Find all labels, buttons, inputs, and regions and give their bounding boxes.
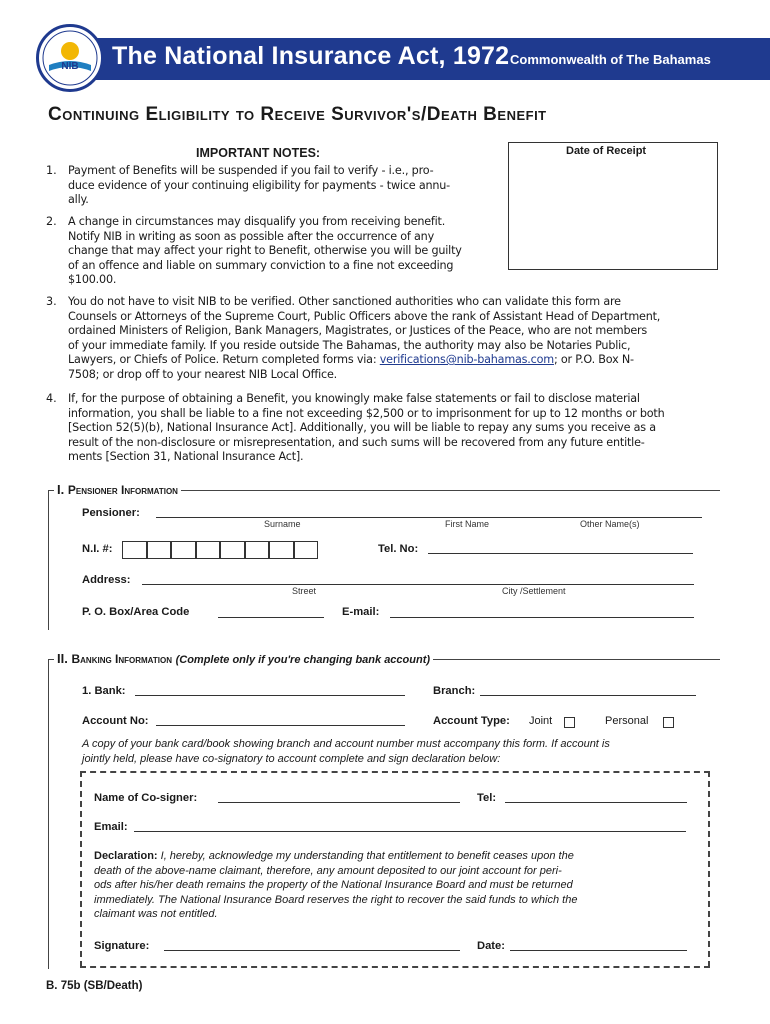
surname-caption: Surname: [264, 519, 301, 529]
nib-logo: [36, 24, 104, 92]
cosigner-tel-field[interactable]: [505, 802, 687, 803]
section2-title: II. Banking Information (Complete only if you're changing bank account): [54, 651, 433, 666]
cosigner-box-top: [80, 771, 710, 773]
form-title: Continuing Eligibility to Receive Survivor's/Death Benefit: [48, 104, 547, 125]
pensioner-label: Pensioner:: [82, 507, 140, 519]
bank-label: 1. Bank:: [82, 685, 126, 697]
email-field[interactable]: [390, 617, 694, 618]
important-notes-heading: IMPORTANT NOTES:: [196, 146, 321, 160]
account-no-field[interactable]: [156, 725, 405, 726]
header-subtitle: Commonwealth of The Bahamas: [510, 52, 711, 67]
form-code: B. 75b (SB/Death): [46, 980, 143, 992]
pensioner-name-field[interactable]: [156, 517, 702, 518]
other-names-caption: Other Name(s): [580, 519, 640, 529]
ni-number-label: N.I. #:: [82, 543, 113, 555]
signature-field[interactable]: [164, 950, 460, 951]
date-label: Date:: [477, 940, 505, 952]
cosigner-email-label: Email:: [94, 821, 128, 833]
section1-title: I. Pensioner Information: [54, 482, 181, 497]
cosigner-tel-label: Tel:: [477, 792, 497, 804]
branch-label: Branch:: [433, 685, 476, 697]
cosigner-name-field[interactable]: [218, 802, 460, 803]
bank-copy-note: A copy of your bank card/book showing branch and account number must accompany this form. If account is jointly held, please have co-signatory to account complete and sign declaration below:: [82, 738, 610, 765]
personal-checkbox[interactable]: [663, 717, 674, 728]
first-name-caption: First Name: [445, 519, 490, 529]
note-2: A change in circumstances may disqualify you from receiving benefit. Notify NIB in writing as soon as possible after the occurrence of any change that may affect your right to Benefit, otherwise you will be guilty of an offence and liable on summary conviction to a fine not exceeding $100.00.: [68, 215, 462, 286]
account-no-label: Account No:: [82, 715, 149, 727]
address-label: Address:: [82, 574, 131, 586]
note-2-number: 2.: [46, 215, 57, 228]
pobox-label: P. O. Box/Area Code: [82, 606, 190, 618]
note-3: You do not have to visit NIB to be verified. Other sanctioned authorities who can validate this form are Counsels or Attorneys of the Supreme Court, Public Officers above the rank of Assistant Head of Department, ordained Ministers of Religion, Bank Managers, Magistrates, or Justices of the Peace, who are not members of your immediate family. If you reside outside The Bahamas, the authority may also be Notaries Public, Lawyers, or Chiefs of Police. Return completed forms via: verifications@nib-bahamas.com; or P.O. Box N- 7508; or drop off to your nearest NIB Local Office.: [68, 295, 661, 381]
account-type-label: Account Type:: [433, 715, 510, 727]
logo-text: NIB: [61, 61, 79, 72]
joint-label: Joint: [529, 715, 553, 727]
note-4-number: 4.: [46, 392, 57, 405]
declaration-text: Declaration: I, hereby, acknowledge my understanding that entitlement to benefit ceases upon the death of the above-name claimant, therefore, any amount deposited to our joint account for peri- ods after his/her death remains the property of the National Insurance Board and must be returned immediately. The National Insurance Board reserves the right to recover the said funds to which the claimant was not entitled.: [94, 850, 578, 920]
pobox-field[interactable]: [218, 617, 324, 618]
cosigner-box-left: [80, 771, 82, 967]
section2-left-border: [48, 659, 49, 969]
date-field[interactable]: [510, 950, 687, 951]
note-1-number: 1.: [46, 164, 57, 177]
section1-left-border: [48, 490, 49, 630]
branch-field[interactable]: [480, 695, 696, 696]
nib-seal-icon: [39, 27, 101, 89]
street-caption: Street: [292, 586, 317, 596]
verification-email-link[interactable]: verifications@nib-bahamas.com: [379, 353, 554, 366]
city-caption: City /Settlement: [502, 586, 566, 596]
bank-field[interactable]: [135, 695, 405, 696]
cosigner-box-bottom: [80, 966, 710, 968]
cosigner-name-label: Name of Co-signer:: [94, 792, 198, 804]
header-title: The National Insurance Act, 1972: [112, 42, 510, 70]
tel-no-label: Tel. No:: [378, 543, 419, 555]
cosigner-email-field[interactable]: [134, 831, 686, 832]
address-field[interactable]: [142, 584, 694, 585]
date-of-receipt-label: Date of Receipt: [566, 145, 647, 157]
tel-no-field[interactable]: [428, 553, 693, 554]
note-1: Payment of Benefits will be suspended if you fail to verify - i.e., pro- duce evidence of your continuing eligibility for payments - twice annu- ally.: [68, 164, 450, 206]
joint-checkbox[interactable]: [564, 717, 575, 728]
date-of-receipt-box[interactable]: [508, 142, 718, 270]
email-label: E-mail:: [342, 606, 380, 618]
signature-label: Signature:: [94, 940, 150, 952]
note-3-number: 3.: [46, 295, 57, 308]
personal-label: Personal: [605, 715, 649, 727]
note-4: If, for the purpose of obtaining a Benefit, you knowingly make false statements or fail to disclose material information, you shall be liable to a fine not exceeding $2,500 or to imprisonment for up to 12 months or both [Section 52(5)(b), National Insurance Act]. Additionally, you will be liable to repay any sums you receive as a result of the non-disclosure or misrepresentation, and such sums will be recovered from any future entitle- ments [Section 31, National Insurance Act].: [68, 392, 665, 463]
cosigner-box-right: [708, 771, 710, 967]
